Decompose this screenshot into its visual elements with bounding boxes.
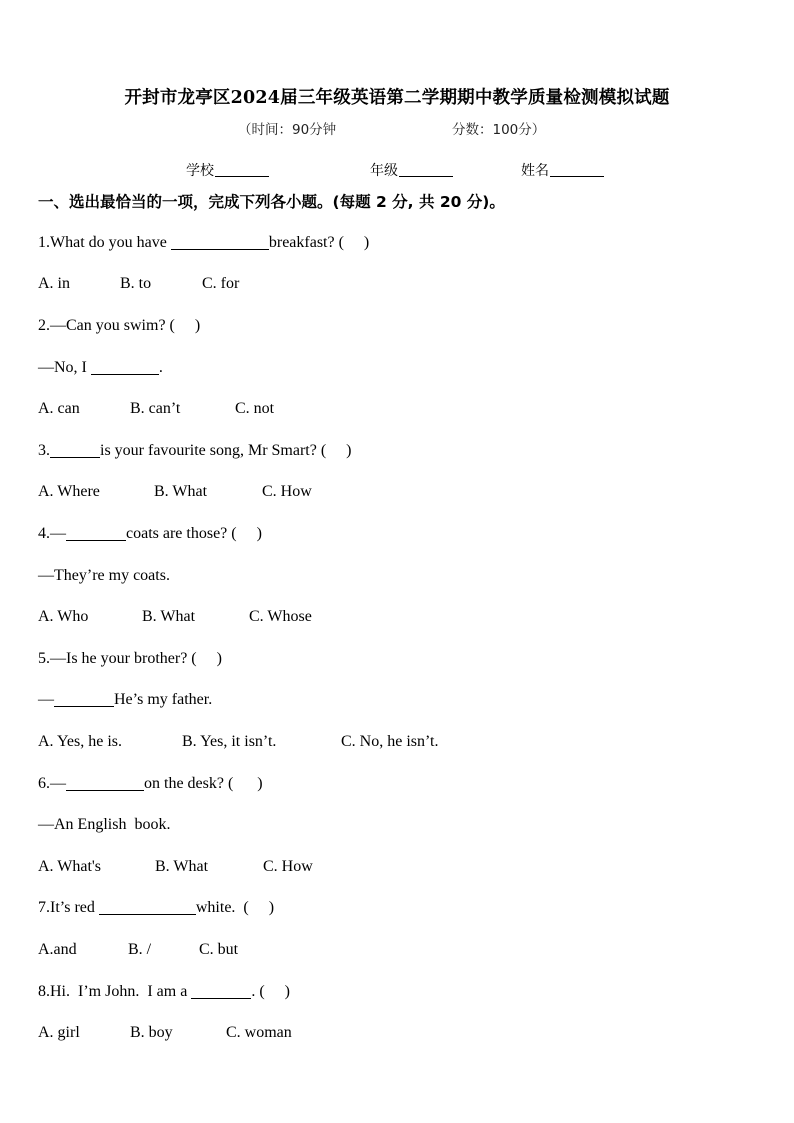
option-a[interactable]: A. in (38, 275, 70, 292)
grade-blank[interactable] (399, 162, 453, 177)
option-b[interactable]: B. Yes, it isn’t. (182, 733, 277, 750)
option-b[interactable]: B. What (154, 483, 208, 500)
option-a[interactable]: A. Who (38, 608, 89, 625)
options-8 (38, 1023, 292, 1123)
option-c[interactable]: C. How (263, 858, 313, 875)
option-a[interactable]: A. girl (38, 1024, 80, 1041)
option-c[interactable]: C. for (202, 275, 240, 292)
reply-4: —They’re my coats. (38, 567, 170, 584)
option-c[interactable]: C. not (235, 400, 275, 417)
question-4: 4.— coats are those? ( ) (38, 525, 262, 542)
option-c[interactable]: C. No, he isn’t. (341, 733, 439, 750)
answer-blank[interactable] (54, 691, 114, 707)
name-blank[interactable] (550, 162, 604, 177)
exam-time: （时间：90分钟 (238, 122, 337, 138)
option-b[interactable]: B. boy (130, 1024, 173, 1041)
option-a[interactable]: A. What's (38, 858, 102, 875)
question-3: 3. is your favourite song, Mr Smart? ( ) (38, 442, 352, 459)
option-b[interactable]: B. to (120, 275, 152, 292)
name-label: 姓名 (521, 163, 549, 179)
option-c[interactable]: C. How (262, 483, 312, 500)
name-field[interactable] (521, 160, 604, 180)
option-b[interactable]: B. / (128, 941, 152, 958)
school-label: 学校 (186, 163, 214, 179)
question-5: 5.—Is he your brother? ( ) (38, 650, 222, 667)
grade-label: 年级 (370, 163, 398, 179)
option-a[interactable]: A. Where (38, 483, 100, 500)
answer-blank[interactable] (171, 234, 269, 250)
reply-5: — He’s my father. (38, 691, 213, 708)
section-heading: 一、选出最恰当的一项，完成下列各小题。(每题 2 分, 共 20 分)。 (38, 193, 505, 211)
reply-2: —No, I . (38, 359, 163, 376)
option-b[interactable]: B. What (142, 608, 196, 625)
grade-field[interactable] (370, 160, 453, 180)
answer-blank[interactable] (66, 775, 144, 791)
answer-blank[interactable] (66, 525, 126, 541)
option-c[interactable]: C. woman (226, 1024, 292, 1041)
answer-blank[interactable] (50, 442, 100, 458)
question-2: 2.—Can you swim? ( ) (38, 317, 201, 334)
option-a[interactable]: A.and (38, 941, 77, 958)
reply-6: —An English book. (38, 816, 171, 833)
school-field[interactable] (186, 160, 269, 180)
option-c[interactable]: C. Whose (249, 608, 312, 625)
option-a[interactable]: A. Yes, he is. (38, 733, 123, 750)
option-c[interactable]: C. but (199, 941, 239, 958)
question-7: 7.It’s red white. ( ) (38, 899, 275, 916)
question-6: 6.— on the desk? ( ) (38, 775, 263, 792)
question-8: 8.Hi. I’m John. I am a . ( ) (38, 983, 290, 1000)
exam-score: 分数：100分） (452, 122, 546, 138)
page-title: 开封市龙亭区2024届三年级英语第二学期期中教学质量检测模拟试题 (124, 88, 670, 108)
question-1: 1.What do you have breakfast? ( ) (38, 234, 370, 251)
option-a[interactable]: A. can (38, 400, 80, 417)
school-blank[interactable] (215, 162, 269, 177)
option-b[interactable]: B. What (155, 858, 209, 875)
answer-blank[interactable] (91, 359, 159, 375)
option-b[interactable]: B. can’t (130, 400, 181, 417)
answer-blank[interactable] (99, 899, 196, 915)
answer-blank[interactable] (191, 983, 251, 999)
